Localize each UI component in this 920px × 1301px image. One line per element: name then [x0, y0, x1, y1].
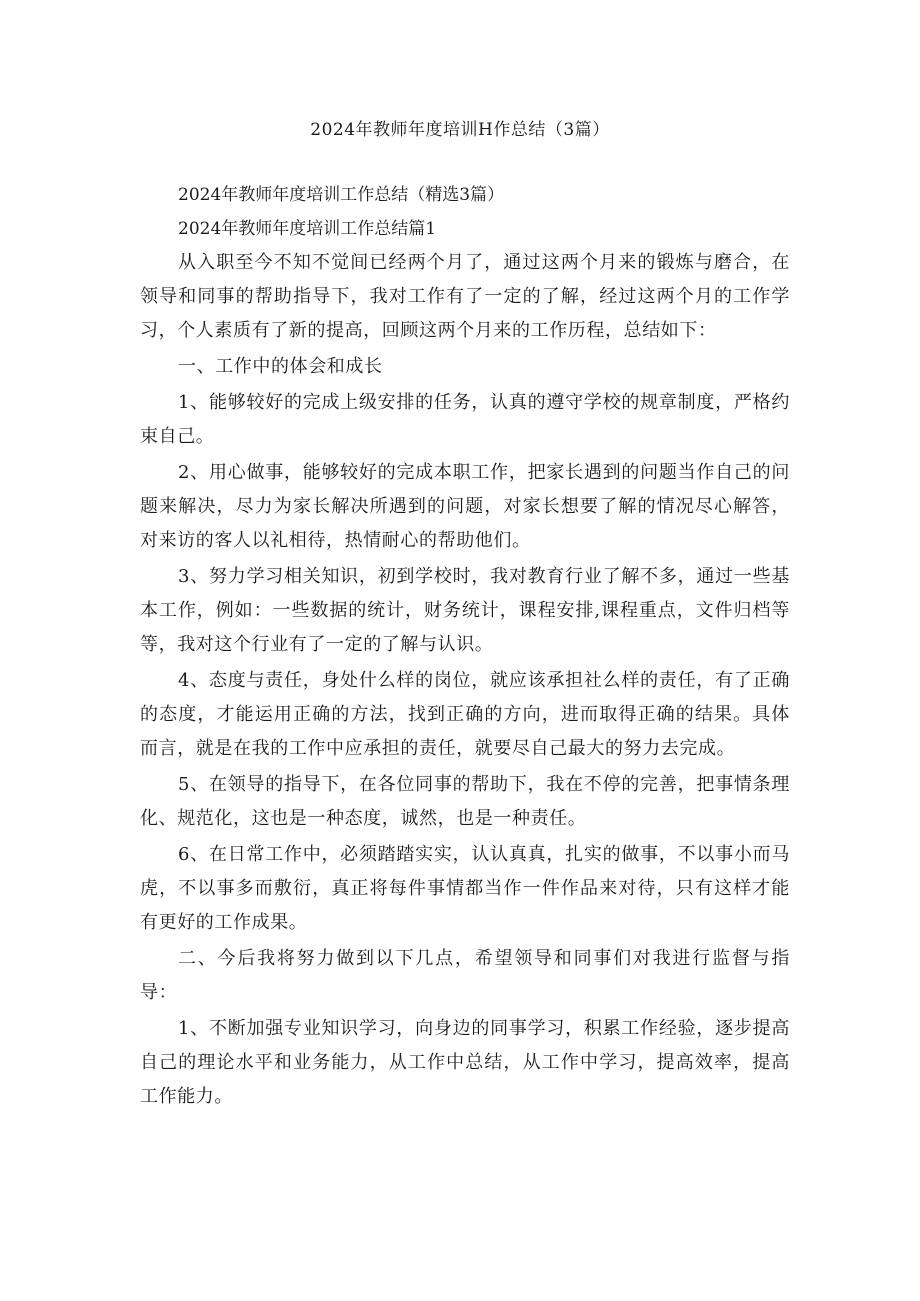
document-title: 2024年教师年度培训H作总结（3篇） [310, 120, 610, 140]
section-1-item: 2、用心做事，能够较好的完成本职工作，把家长遇到的问题当作自己的问题来解决，尽力为家长解决所遇到的问题，对家长想要了解的情况尽心解答，对来访的客人以礼相待，热情耐心的帮助他们。 [140, 462, 790, 551]
section-1-item: 1、能够较好的完成上级安排的任务，认真的遵守学校的规章制度，严格约束自己。 [140, 392, 790, 447]
section-1-heading: 一、工作中的体会和成长 [178, 356, 383, 377]
subtitle-1: 2024年教师年度培训工作总结（精选3篇） [178, 185, 505, 205]
intro-paragraph: 从入职至今不知不觉间已经两个月了，通过这两个月来的锻炼与磨合，在领导和同事的帮助指导下，我对工作有了一定的了解，经过这两个月的工作学习，个人素质有了新的提高，回顾这两个月来的工作历程，总结如下： [140, 252, 790, 341]
section-1-item: 6、在日常工作中，必须踏踏实实，认认真真，扎实的做事，不以事小而马虎，不以事多而敷衍，真正将每件事情都当作一件作品来对待，只有这样才能有更好的工作成果。 [140, 844, 790, 933]
section-2-heading: 二、今后我将努力做到以下几点，希望领导和同事们对我进行监督与指导： [140, 948, 790, 1003]
section-1-item: 4、态度与责任，身处什么样的岗位，就应该承担社么样的责任，有了正确的态度，才能运用正确的方法，找到正确的方向，进而取得正确的结果。具体而言，就是在我的工作中应承担的责任，就要尽自己最大的努力去完成。 [140, 670, 790, 759]
subtitle-2: 2024年教师年度培训工作总结篇1 [178, 219, 437, 239]
section-1-item: 3、努力学习相关知识，初到学校时，我对教育行业了解不多，通过一些基本工作，例如：一些数据的统计，财务统计，课程安排,课程重点，文件归档等等，我对这个行业有了一定的了解与认识。 [140, 566, 790, 655]
document-body [140, 178, 790, 1116]
section-2-item: 1、不断加强专业知识学习，向身边的同事学习，积累工作经验，逐步提高自己的理论水平和业务能力，从工作中总结，从工作中学习，提高效率，提高工作能力。 [140, 1018, 790, 1107]
section-1-item: 5、在领导的指导下，在各位同事的帮助下，我在不停的完善，把事情条理化、规范化，这也是一种态度，诚然，也是一种责任。 [140, 774, 790, 829]
